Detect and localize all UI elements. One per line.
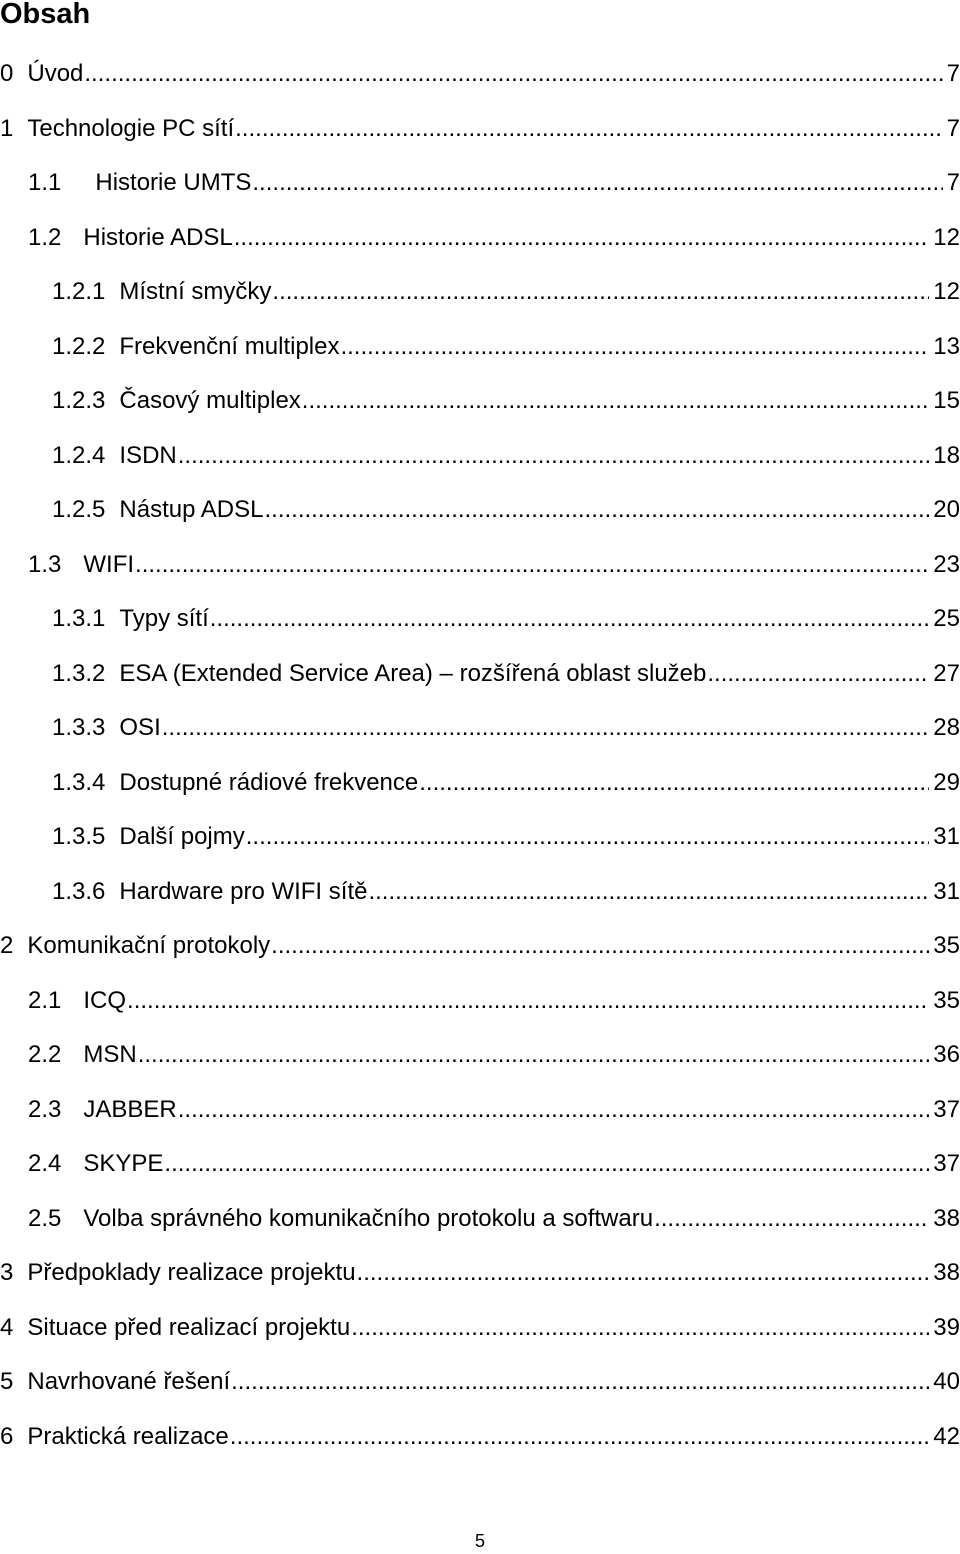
- toc-dot-leader: [127, 983, 929, 1019]
- toc-entry-label: Dostupné rádiové frekvence: [119, 768, 419, 796]
- toc-entry-number: 2.1: [28, 986, 62, 1014]
- toc-entry[interactable]: [28, 220, 960, 256]
- toc-entry-number: 1.3.5: [52, 823, 106, 850]
- toc-entry-page: 7: [946, 114, 960, 142]
- toc-entry[interactable]: [0, 928, 960, 964]
- toc-entry-label: OSI: [119, 714, 161, 741]
- toc-entry-label: Místní smyčky: [119, 278, 272, 305]
- toc-entry-page: 37: [933, 1095, 960, 1123]
- toc-entry[interactable]: [28, 983, 960, 1019]
- toc-entry-label: Komunikační protokoly: [27, 932, 271, 959]
- toc-entry-label: Časový multiplex: [119, 387, 301, 414]
- toc-entry-number: 1.3: [28, 550, 62, 578]
- toc-entry-label: Další pojmy: [119, 823, 245, 850]
- toc-entry-number: 1.3.2: [52, 659, 106, 687]
- toc-entry-page: 15: [933, 387, 960, 414]
- toc-dot-leader: [234, 220, 930, 256]
- toc-entry[interactable]: [0, 56, 960, 92]
- toc-entry-number: 1.3.3: [52, 714, 106, 741]
- toc-entry[interactable]: [52, 492, 960, 528]
- toc-entry-number: 2.4: [28, 1150, 62, 1177]
- toc-entry-page: 7: [946, 60, 960, 87]
- toc-entry[interactable]: [52, 383, 960, 419]
- toc-dot-leader: [138, 1037, 930, 1073]
- toc-entry-number: 2.2: [28, 1041, 62, 1068]
- toc-entry-label: Nástup ADSL: [119, 496, 264, 523]
- toc-entry-number: 1.2.4: [52, 441, 106, 469]
- toc-entry-page: 40: [933, 1368, 960, 1395]
- toc-entry-page: 20: [933, 496, 960, 523]
- toc-dot-leader: [340, 329, 929, 365]
- toc-entry-label: Historie UMTS: [95, 169, 252, 196]
- toc-entry-number: 6: [0, 1422, 14, 1450]
- toc-title: Obsah: [0, 0, 91, 30]
- toc-entry-label: Technologie PC sítí: [27, 114, 235, 142]
- toc-dot-leader: [264, 492, 929, 528]
- toc-entry-label: ICQ: [83, 986, 127, 1014]
- toc-entry-number: 1.3.1: [52, 605, 106, 632]
- toc-entry-label: Frekvenční multiplex: [119, 332, 340, 360]
- toc-entry[interactable]: [52, 274, 960, 310]
- toc-entry-label: JABBER: [83, 1095, 177, 1123]
- toc-dot-leader: [235, 111, 943, 147]
- toc-entry[interactable]: [52, 329, 960, 365]
- toc-dot-leader: [164, 1146, 929, 1182]
- toc-entry[interactable]: [0, 1310, 960, 1346]
- toc-entry-number: 2.5: [28, 1204, 62, 1232]
- toc-entry-label: Úvod: [27, 60, 84, 87]
- toc-dot-leader: [351, 1310, 929, 1346]
- toc-dot-leader: [654, 1201, 929, 1237]
- toc-entry-label: ISDN: [119, 441, 177, 469]
- toc-entry-page: 31: [933, 877, 960, 905]
- toc-entry-page: 37: [933, 1150, 960, 1177]
- toc-entry-number: 1: [0, 114, 14, 142]
- toc-entry-page: 12: [933, 278, 960, 305]
- toc-entry-label: Hardware pro WIFI sítě: [119, 877, 368, 905]
- toc-entry-label: MSN: [83, 1041, 137, 1068]
- toc-entry[interactable]: [52, 819, 960, 855]
- toc-entry-label: WIFI: [83, 550, 135, 578]
- toc-entry[interactable]: [28, 1092, 960, 1128]
- toc-dot-leader: [135, 547, 929, 583]
- toc-entry-label: Typy sítí: [119, 605, 209, 632]
- toc-entry-page: 13: [933, 332, 960, 360]
- toc-entry[interactable]: [28, 1146, 960, 1182]
- toc-entry-page: 25: [933, 605, 960, 632]
- toc-entry-number: 4: [0, 1313, 14, 1341]
- toc-entry-page: 7: [946, 169, 960, 196]
- toc-dot-leader: [231, 1364, 929, 1400]
- toc-entry[interactable]: [0, 1255, 960, 1291]
- toc-entry-page: 38: [933, 1259, 960, 1286]
- toc-entry-number: 1.3.6: [52, 877, 106, 905]
- toc-entry[interactable]: [52, 874, 960, 910]
- toc-entry[interactable]: [52, 601, 960, 637]
- toc-dot-leader: [272, 274, 929, 310]
- toc-entry[interactable]: [28, 165, 960, 201]
- toc-entry-number: 1.2.2: [52, 332, 106, 360]
- toc-entry-number: 1.2.1: [52, 278, 106, 305]
- toc-entry[interactable]: [28, 547, 960, 583]
- toc-entry[interactable]: [0, 111, 960, 147]
- toc-entry-page: 12: [933, 223, 960, 251]
- toc-entry-label: Navrhované řešení: [27, 1368, 231, 1395]
- toc-entry[interactable]: [52, 710, 960, 746]
- toc-entry-label: Historie ADSL: [83, 223, 233, 251]
- toc-entry-number: 1.2.5: [52, 496, 106, 523]
- toc-entry-page: 39: [933, 1313, 960, 1341]
- toc-dot-leader: [210, 601, 930, 637]
- toc-entry-label: Situace před realizací projektu: [27, 1313, 351, 1341]
- toc-entry-page: 36: [933, 1041, 960, 1068]
- toc-dot-leader: [84, 56, 942, 92]
- toc-entry-number: 1.2: [28, 223, 62, 251]
- toc-entry-label: Praktická realizace: [27, 1422, 229, 1450]
- toc-entry-number: 1.2.3: [52, 387, 106, 414]
- toc-dot-leader: [230, 1419, 930, 1455]
- toc-dot-leader: [252, 165, 942, 201]
- toc-entry[interactable]: [52, 656, 960, 692]
- toc-dot-leader: [246, 819, 930, 855]
- toc-entry[interactable]: [28, 1037, 960, 1073]
- toc-entry-page: 18: [933, 441, 960, 469]
- toc-dot-leader: [162, 710, 930, 746]
- toc-entry-page: 28: [933, 714, 960, 741]
- toc-entry-label: SKYPE: [83, 1150, 164, 1177]
- toc-dot-leader: [368, 874, 929, 910]
- toc-dot-leader: [302, 383, 930, 419]
- page-number: 5: [474, 1531, 485, 1551]
- toc-entry-label: ESA (Extended Service Area) – rozšířená oblast služeb: [119, 659, 707, 687]
- toc-entry-number: 1.3.4: [52, 768, 106, 796]
- toc-entry[interactable]: [52, 765, 960, 801]
- toc-entry-page: 29: [933, 768, 960, 796]
- toc-entry-page: 38: [933, 1204, 960, 1232]
- toc-dot-leader: [419, 765, 929, 801]
- toc-entry-number: 0: [0, 60, 14, 87]
- toc-entry[interactable]: [0, 1419, 960, 1455]
- toc-dot-leader: [357, 1255, 930, 1291]
- toc-entry-label: Volba správného komunikačního protokolu a softwaru: [83, 1204, 654, 1232]
- toc-entry[interactable]: [0, 1364, 960, 1400]
- toc-entry-number: 2.3: [28, 1095, 62, 1123]
- toc-entry-page: 42: [933, 1422, 960, 1450]
- toc-entry-page: 23: [933, 550, 960, 578]
- toc-entry-page: 35: [933, 986, 960, 1014]
- toc-entry-label: Předpoklady realizace projektu: [27, 1259, 356, 1286]
- toc-entry-number: 2: [0, 932, 14, 959]
- toc-dot-leader: [178, 1092, 930, 1128]
- toc-entry-number: 3: [0, 1259, 14, 1286]
- toc-dot-leader: [178, 438, 930, 474]
- toc-dot-leader: [707, 656, 929, 692]
- toc-entry-number: 5: [0, 1368, 14, 1395]
- toc-entry-page: 35: [933, 932, 960, 959]
- toc-entry[interactable]: [28, 1201, 960, 1237]
- toc-entry-number: 1.1: [28, 169, 62, 196]
- toc-entry-page: 27: [933, 659, 960, 687]
- toc-entry-page: 31: [933, 823, 960, 850]
- toc-entry[interactable]: [52, 438, 960, 474]
- toc-dot-leader: [271, 928, 929, 964]
